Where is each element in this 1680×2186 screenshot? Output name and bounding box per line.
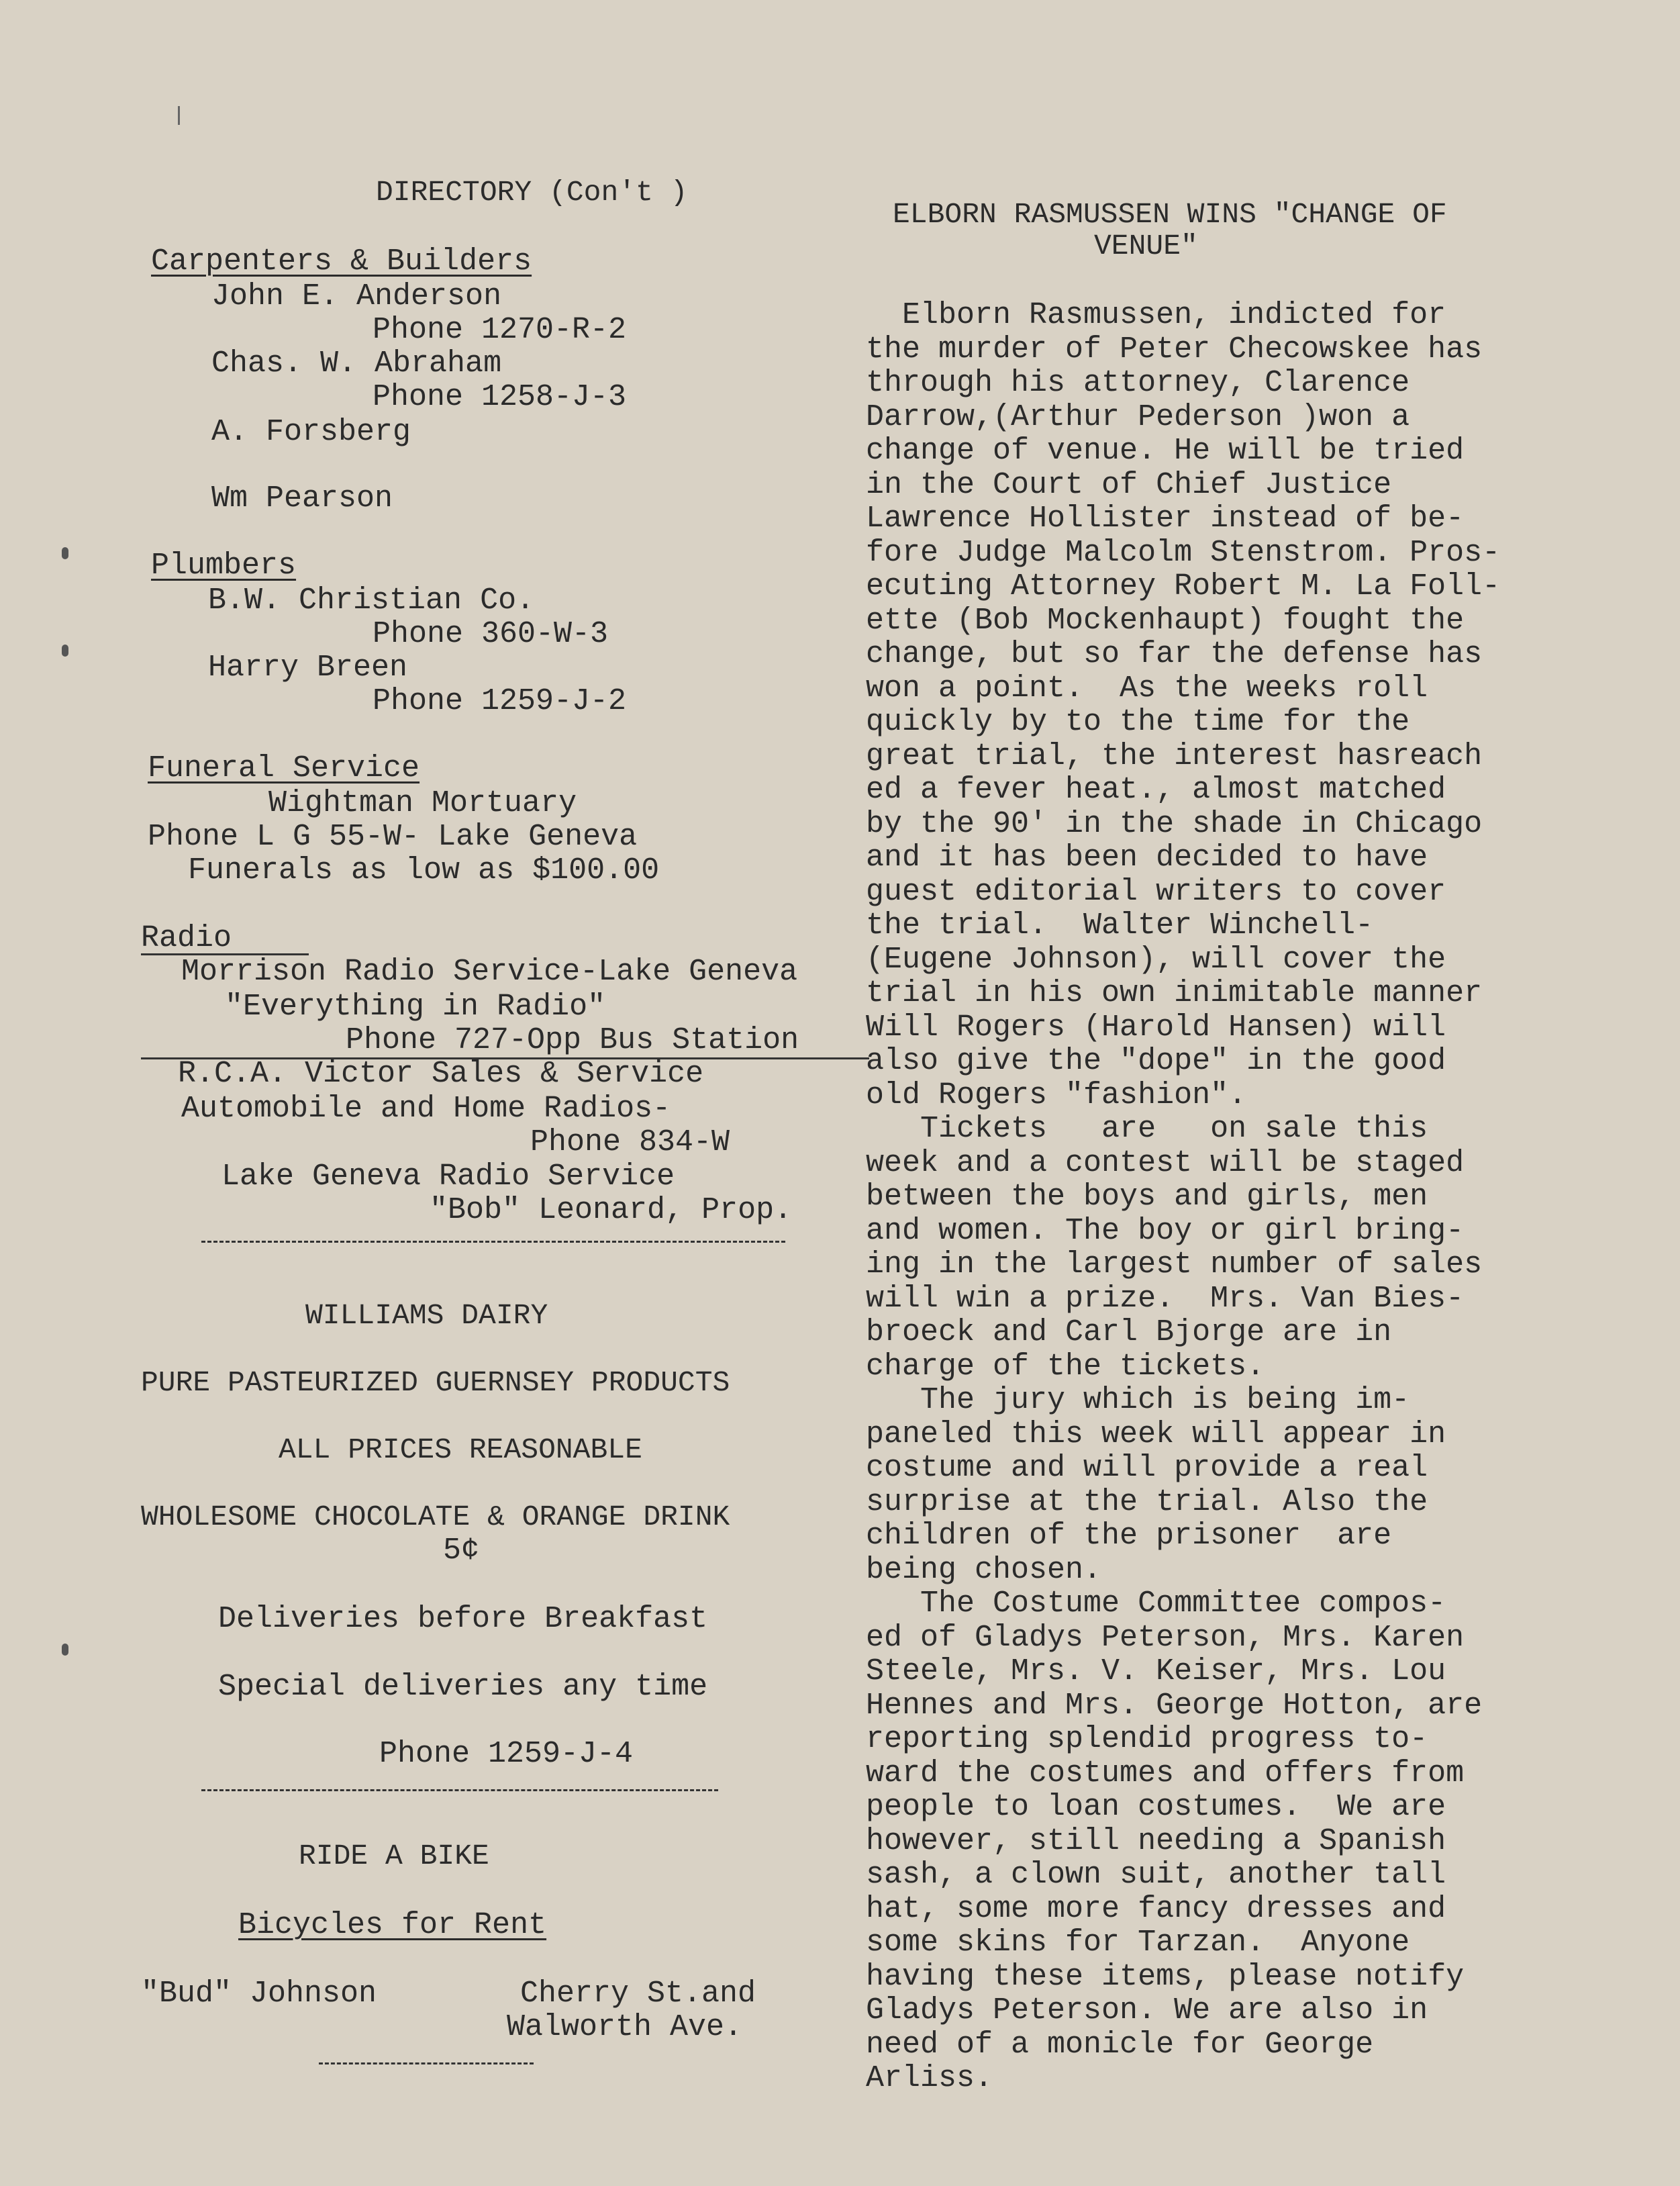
article-line: charge of the tickets.: [866, 1349, 1265, 1384]
directory-line: Wm Pearson: [211, 481, 393, 516]
article-headline: ELBORN RASMUSSEN WINS "CHANGE OF: [893, 198, 1447, 231]
article-line: by the 90' in the shade in Chicago: [866, 806, 1483, 841]
article-line: will win a prize. Mrs. Van Bies-: [866, 1281, 1465, 1316]
article-line: need of a monicle for George: [866, 2027, 1374, 2062]
article-line: fore Judge Malcolm Stenstrom. Pros-: [866, 535, 1501, 570]
article-line: Arliss.: [866, 2061, 993, 2095]
article-line: being chosen.: [866, 1552, 1102, 1587]
punch-mark: [62, 645, 68, 657]
punch-mark: [62, 1644, 68, 1656]
directory-line: Phone 834-W: [530, 1125, 730, 1159]
article-headline: VENUE": [1094, 230, 1198, 263]
dairy-price: 5¢: [443, 1533, 480, 1568]
section-heading-radio: Radio: [141, 921, 232, 955]
article-line: in the Court of Chief Justice: [866, 467, 1392, 502]
article-line: Gladys Peterson. We are also in: [866, 1993, 1428, 2028]
article-line: old Rogers "fashion".: [866, 1078, 1247, 1112]
article-line: and it has been decided to have: [866, 841, 1428, 875]
article-line: The jury which is being im-: [866, 1383, 1410, 1417]
article-line: guest editorial writers to cover: [866, 874, 1446, 909]
dashed-divider: [319, 2062, 534, 2064]
directory-line: Phone 727-Opp Bus Station: [346, 1023, 799, 1057]
section-heading-funeral: Funeral Service: [148, 751, 420, 786]
article-line: and women. The boy or girl bring-: [866, 1213, 1465, 1248]
article-line: the murder of Peter Checowskee has: [866, 332, 1483, 367]
article-line: costume and will provide a real: [866, 1451, 1428, 1485]
bike-subtitle: Bicycles for Rent: [238, 1908, 547, 1942]
article-line: people to loan costumes. We are: [866, 1790, 1446, 1824]
directory-line: Chas. W. Abraham: [211, 346, 502, 381]
article-line: sash, a clown suit, another tall: [866, 1858, 1446, 1892]
article-line: having these items, please notify: [866, 1959, 1465, 1994]
bike-address: Cherry St.and: [520, 1977, 756, 2011]
directory-line: Funerals as low as $100.00: [188, 853, 660, 888]
section-heading-plumbers: Plumbers: [151, 549, 297, 583]
dairy-phone: Phone 1259-J-4: [379, 1737, 634, 1771]
section-heading-carpenters: Carpenters & Builders: [151, 244, 532, 279]
punch-mark: [62, 547, 68, 559]
directory-line: Phone 1259-J-2: [373, 684, 627, 718]
pencil-tick: [178, 106, 180, 125]
dairy-line: Special deliveries any time: [218, 1670, 708, 1704]
directory-line: Phone 1258-J-3: [373, 380, 627, 414]
dairy-line: WHOLESOME CHOCOLATE & ORANGE DRINK: [141, 1501, 730, 1533]
article-line: Hennes and Mrs. George Hotton, are: [866, 1688, 1483, 1723]
article-line: Tickets are on sale this: [866, 1112, 1428, 1146]
directory-line: R.C.A. Victor Sales & Service: [178, 1057, 704, 1091]
article-line: Lawrence Hollister instead of be-: [866, 502, 1465, 536]
article-line: ward the costumes and offers from: [866, 1756, 1465, 1791]
article-line: won a point. As the weeks roll: [866, 671, 1428, 706]
article-line: Darrow,(Arthur Pederson )won a: [866, 399, 1410, 434]
dashed-divider: [201, 1789, 718, 1791]
bike-title: RIDE A BIKE: [299, 1840, 489, 1872]
article-line: the trial. Walter Winchell-: [866, 908, 1374, 943]
dairy-line: ALL PRICES REASONABLE: [279, 1433, 642, 1466]
directory-line: B.W. Christian Co.: [208, 583, 535, 618]
article-line: hat, some more fancy dresses and: [866, 1891, 1446, 1926]
article-line: ette (Bob Mockenhaupt) fought the: [866, 603, 1465, 638]
directory-line: Phone 360-W-3: [373, 617, 609, 651]
article-line: ing in the largest number of sales: [866, 1247, 1483, 1282]
directory-title: DIRECTORY (Con't ): [376, 176, 688, 209]
article-line: ecuting Attorney Robert M. La Foll-: [866, 569, 1501, 604]
directory-line: Phone 1270-R-2: [373, 313, 627, 347]
article-line: Steele, Mrs. V. Keiser, Mrs. Lou: [866, 1654, 1446, 1689]
bike-contact: "Bud" Johnson: [141, 1977, 377, 2011]
article-line: change, but so far the defense has: [866, 637, 1483, 671]
directory-line: Wightman Mortuary: [268, 786, 577, 820]
article-line: through his attorney, Clarence: [866, 366, 1410, 400]
directory-line: Harry Breen: [208, 651, 408, 685]
directory-line: "Everything in Radio": [225, 990, 606, 1024]
dairy-line: Deliveries before Breakfast: [218, 1602, 708, 1636]
article-line: change of venue. He will be tried: [866, 434, 1465, 468]
article-line: Will Rogers (Harold Hansen) will: [866, 1010, 1446, 1045]
article-line: The Costume Committee compos-: [866, 1586, 1446, 1621]
article-line: great trial, the interest hasreach: [866, 739, 1483, 773]
article-line: trial in his own inimitable manner: [866, 976, 1483, 1010]
dairy-name: WILLIAMS DAIRY: [305, 1299, 548, 1332]
article-line: ed a fever heat., almost matched: [866, 773, 1446, 807]
directory-line: Lake Geneva Radio Service: [221, 1159, 675, 1194]
directory-line: Phone L G 55-W- Lake Geneva: [148, 820, 638, 854]
article-line: however, still needing a Spanish: [866, 1823, 1446, 1858]
directory-line: A. Forsberg: [211, 415, 411, 449]
article-line: some skins for Tarzan. Anyone: [866, 1926, 1410, 1960]
article-line: also give the "dope" in the good: [866, 1044, 1446, 1078]
article-line: broeck and Carl Bjorge are in: [866, 1315, 1392, 1349]
dashed-divider: [201, 1241, 785, 1243]
article-line: paneled this week will appear in: [866, 1417, 1446, 1452]
article-line: surprise at the trial. Also the: [866, 1484, 1428, 1519]
article-line: Elborn Rasmussen, indicted for: [866, 298, 1446, 332]
directory-line: Morrison Radio Service-Lake Geneva: [181, 955, 798, 989]
article-line: reporting splendid progress to-: [866, 1722, 1428, 1756]
article-line: (Eugene Johnson), will cover the: [866, 942, 1446, 977]
article-line: week and a contest will be staged: [866, 1145, 1465, 1180]
directory-line: "Bob" Leonard, Prop.: [430, 1193, 793, 1227]
directory-line: Automobile and Home Radios-: [181, 1092, 671, 1126]
article-line: quickly by to the time for the: [866, 705, 1410, 739]
dairy-line: PURE PASTEURIZED GUERNSEY PRODUCTS: [141, 1366, 730, 1399]
article-line: children of the prisoner are: [866, 1519, 1392, 1553]
article-line: between the boys and girls, men: [866, 1180, 1428, 1214]
article-line: ed of Gladys Peterson, Mrs. Karen: [866, 1620, 1465, 1655]
directory-line: John E. Anderson: [211, 279, 502, 314]
bike-address: Walworth Ave.: [507, 2010, 743, 2044]
